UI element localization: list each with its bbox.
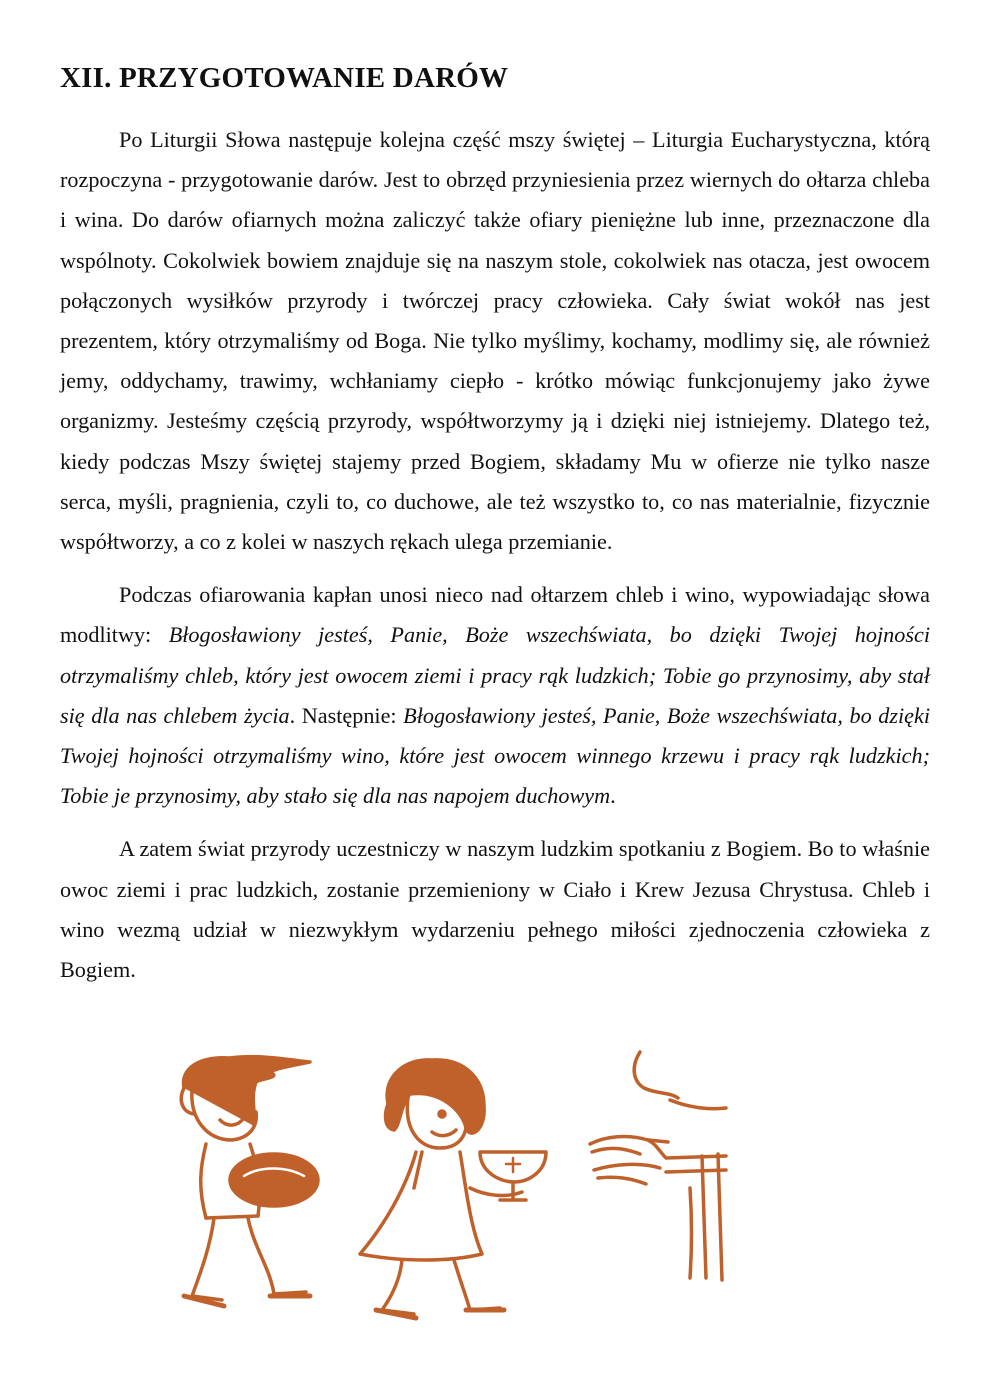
paragraph-offertory-prayers: [60, 575, 930, 816]
document-page: [60, 58, 930, 990]
girl-carrying-chalice-figure: [360, 1060, 546, 1318]
page-title: XII. PRZYGOTOWANIE DARÓW: [60, 62, 509, 94]
prayer-intro-text: Podczas ofiarowania kapłan unosi nieco nad ołtarzem chleb i wino, wypowiadając słowa modlitwy:: [60, 582, 930, 648]
paragraph-liturgy-intro: Po Liturgii Słowa następuje kolejna część mszy świętej – Liturgia Eucharystyczna, którą rozpoczyna - przygotowanie darów. Jest to obrzęd przyniesienia przez wiernych do ołtarza chleba i wina. Do darów ofiarnych można zaliczyć także ofiary pieniężne lub inne, przeznaczone dla wspólnoty. Cokolwiek bowiem znajduje się na naszym stole, cokolwiek nas otacza, jest owocem połączonych wysiłków przyrody i twórczej pracy człowieka. Cały świat wokół nas jest prezentem, który otrzymaliśmy od Boga. Nie tylko myślimy, kochamy, modlimy się, ale również jemy, oddychamy, trawimy, wchłaniamy ciepło - krótko mówiąc funkcjonujemy jako żywe organizmy. Jesteśmy częścią przyrody, współtworzymy ją i dzięki niej istniejemy. Dlatego też, kiedy podczas Mszy świętej stajemy przed Bogiem, składamy Mu w ofierze nie tylko nasze serca, myśli, pragnienia, czyli to, co duchowe, ale też wszystko to, co nas materialnie, fizycznie współtworzy, a co z kolei w naszych rękach ulega przemianie.: [60, 127, 930, 555]
paragraph-end-text: .: [610, 783, 616, 809]
paragraph-conclusion: A zatem świat przyrody uczestniczy w naszym ludzkim spotkaniu z Bogiem. Bo to właśnie owoc ziemi i prac ludzkich, zostanie przemieniony w Ciało i Krew Jezusa Chrystusa. Chleb i wino wezmą udział w niezwykłym wydarzeniu pełnego miłości zjednoczenia człowieka z Bogiem.: [60, 836, 930, 983]
wine-prayer-text: Błogosławiony jesteś, Panie, Boże wszechświata, bo dzięki Twojej hojności otrzymaliśmy wino, które jest owocem winnego krzewu i pracy rąk ludzkich; Tobie je przynosimy, aby stało się dla nas napojem duchowym: [60, 702, 930, 809]
priest-receiving-hands-figure: [590, 1052, 726, 1280]
offertory-procession-illustration: [170, 1048, 730, 1328]
bread-prayer-text: Błogosławiony jesteś, Panie, Boże wszechświata, bo dzięki Twojej hojności otrzymaliśmy chleb, który jest owocem ziemi i pracy rąk ludzkich; Tobie go przynosimy, aby stał się dla nas chlebem życia: [60, 622, 930, 728]
connector-text: . Następnie:: [289, 702, 404, 728]
boy-carrying-bread-figure: [181, 1057, 318, 1306]
